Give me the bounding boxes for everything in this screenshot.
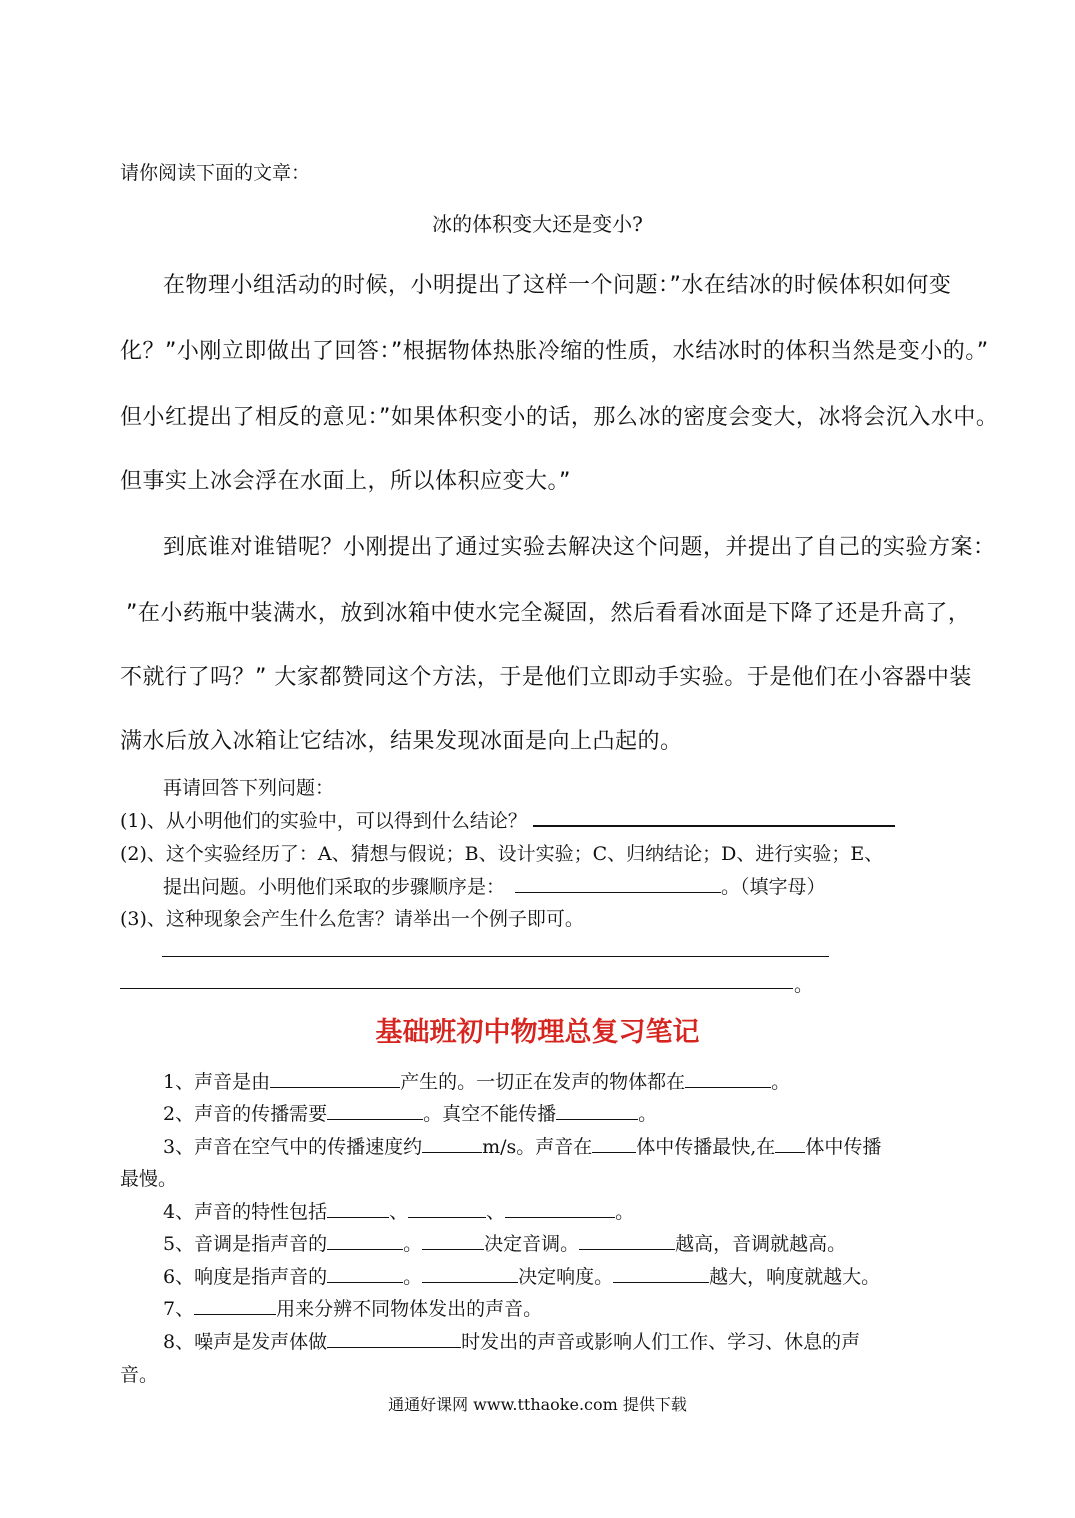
note-5-text-d: 越高，音调就越高。: [675, 1233, 847, 1255]
note-6-text-b: 。: [403, 1266, 423, 1288]
questions-heading: 再请回答下列问题：: [163, 777, 335, 799]
note-4-text-d: 。: [615, 1201, 635, 1223]
answer-2-blank[interactable]: [515, 876, 721, 893]
note-5-blank-2[interactable]: [422, 1233, 484, 1250]
note-8-text-b: 时发出的声音或影响人们工作、学习、休息的声: [461, 1331, 861, 1353]
note-2-text-c: 。: [638, 1103, 658, 1125]
note-4-text-c: 、: [486, 1201, 506, 1223]
note-6-blank-3[interactable]: [613, 1266, 709, 1283]
note-6-text-c: 决定响度。: [518, 1266, 614, 1288]
question-2-line-2: [163, 872, 826, 899]
note-6-blank-2[interactable]: [422, 1266, 518, 1283]
note-3: [163, 1132, 881, 1159]
answer-3-line-1[interactable]: [162, 956, 829, 957]
article-line-2: 化？”小刚立即做出了回答：”根据物体热胀冷缩的性质，水结冰时的体积当然是变小的。”: [120, 339, 989, 364]
question-2-line-1: (2)、这个实验经历了：A、猜想与假说；B、设计实验；C、归纳结论；D、进行实验；E、: [120, 843, 884, 865]
note-7-text-a: 7、: [163, 1298, 195, 1320]
note-5-blank-1[interactable]: [327, 1233, 403, 1250]
note-2-text-b: 。真空不能传播: [423, 1103, 557, 1125]
question-3: (3)、这种现象会产生什么危害？请举出一个例子即可。: [120, 908, 584, 930]
note-4-text-a: 4、声音的特性包括: [163, 1201, 328, 1223]
note-4-text-b: 、: [389, 1201, 409, 1223]
question-2-text: 提出问题。小明他们采取的步骤顺序是：: [163, 876, 506, 898]
note-8: [163, 1327, 860, 1354]
note-1-blank-2[interactable]: [685, 1071, 771, 1088]
article-line-5: 到底谁对谁错呢？小刚提出了通过实验去解决这个问题，并提出了自己的实验方案：: [163, 535, 996, 560]
note-4-blank-1[interactable]: [327, 1201, 389, 1218]
note-8-blank-1[interactable]: [327, 1331, 461, 1348]
note-4-blank-3[interactable]: [505, 1201, 615, 1218]
note-8-text-a: 8、噪声是发声体做: [163, 1331, 328, 1353]
answer-3-end-mark: 。: [794, 974, 814, 996]
note-2: [163, 1099, 657, 1126]
note-6-text-a: 6、响度是指声音的: [163, 1266, 328, 1288]
answer-1-blank[interactable]: [533, 807, 895, 827]
note-3-text-d: 体中传播: [805, 1136, 882, 1158]
article-line-3: 但小红提出了相反的意见：”如果体积变小的话，那么冰的密度会变大，冰将会沉入水中。: [120, 405, 999, 430]
question-1-text: (1)、从小明他们的实验中，可以得到什么结论？: [120, 810, 527, 832]
note-2-text-a: 2、声音的传播需要: [163, 1103, 328, 1125]
note-1-text-a: 1、声音是由: [163, 1071, 271, 1093]
note-8-continued: 音。: [120, 1364, 159, 1386]
note-7-blank-1[interactable]: [194, 1298, 276, 1315]
note-3-blank-1[interactable]: [422, 1136, 482, 1153]
note-1-text-b: 产生的。一切正在发声的物体都在: [400, 1071, 686, 1093]
note-7-text-b: 用来分辨不同物体发出的声音。: [276, 1298, 543, 1320]
note-2-blank-2[interactable]: [556, 1103, 638, 1120]
note-4: [163, 1197, 634, 1224]
article-title: 冰的体积变大还是变小?: [432, 212, 643, 236]
note-1-text-c: 。: [771, 1071, 791, 1093]
note-5-text-a: 5、音调是指声音的: [163, 1233, 328, 1255]
footer-text: 通通好课网 www.tthaoke.com 提供下载: [388, 1395, 687, 1414]
article-line-1: 在物理小组活动的时候，小明提出了这样一个问题：”水在结冰的时候体积如何变: [163, 273, 952, 298]
note-3-continued: 最慢。: [120, 1168, 178, 1190]
note-2-blank-1[interactable]: [327, 1103, 423, 1120]
note-3-text-a: 3、声音在空气中的传播速度约: [163, 1136, 423, 1158]
note-7: [163, 1294, 542, 1321]
question-2-suffix: 。（填字母）: [721, 876, 826, 898]
note-6-text-d: 越大，响度就越大。: [709, 1266, 881, 1288]
note-6: [163, 1262, 880, 1289]
note-3-blank-3[interactable]: [775, 1136, 805, 1153]
article-line-8: 满水后放入冰箱让它结冰，结果发现冰面是向上凸起的。: [120, 729, 683, 754]
note-5: [163, 1229, 846, 1256]
note-1-blank-1[interactable]: [270, 1071, 400, 1088]
note-3-blank-2[interactable]: [592, 1136, 636, 1153]
article-line-7: 不就行了吗？” 大家都赞同这个方法，于是他们立即动手实验。于是他们在小容器中装: [120, 665, 972, 690]
answer-3-line-2[interactable]: [120, 988, 793, 989]
note-4-blank-2[interactable]: [408, 1201, 486, 1218]
intro-text: 请你阅读下面的文章：: [120, 162, 311, 184]
section-title: 基础班初中物理总复习笔记: [375, 1017, 700, 1048]
note-3-text-b: m/s。声音在: [482, 1136, 593, 1158]
note-6-blank-1[interactable]: [327, 1266, 403, 1283]
article-line-6: ”在小药瓶中装满水，放到冰箱中使水完全凝固，然后看看冰面是下降了还是升高了，: [126, 601, 971, 626]
question-1: [120, 806, 895, 833]
article-line-4: 但事实上冰会浮在水面上，所以体积应变大。”: [120, 469, 571, 494]
note-3-text-c: 体中传播最快,在: [636, 1136, 776, 1158]
note-5-text-b: 。: [403, 1233, 423, 1255]
note-1: [163, 1067, 790, 1094]
note-5-text-c: 决定音调。: [484, 1233, 580, 1255]
note-5-blank-3[interactable]: [579, 1233, 675, 1250]
